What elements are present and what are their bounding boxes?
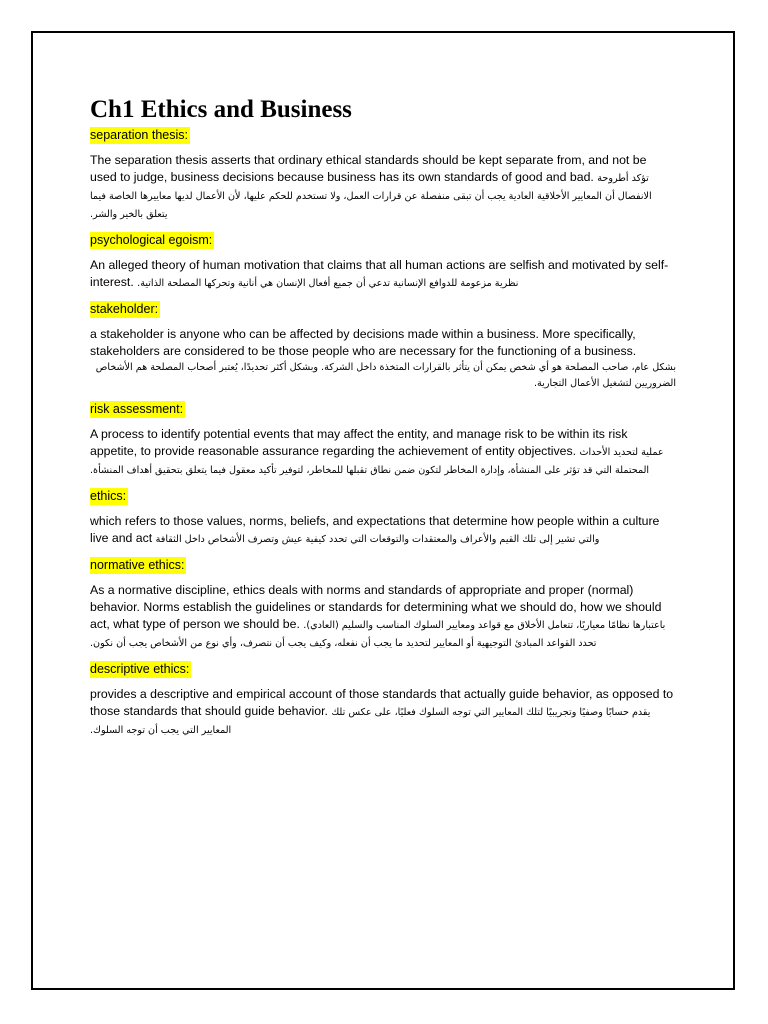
definition [90, 257, 676, 292]
definition [90, 513, 676, 548]
definition [90, 152, 676, 223]
definition-ar: باعتبارها نظامًا معياريًا، تتعامل الأخلاق مع قواعد ومعايير السلوك المناسب والسليم (العادي). تحدد القواعد المبادئ التوجيهية أو المعايير لتحديد ما يجب أن نفعله، وكيف يجب أن نتصرف، وأي نوع من الأشخاص يجب أن نكون. [90, 620, 666, 649]
term-heading: descriptive ethics: [90, 662, 190, 676]
definition-en: provides a descriptive and empirical account of those standards that actually guide behavior, as opposed to those standards that should guide behavior. [90, 687, 674, 718]
term-heading: separation thesis: [90, 128, 188, 142]
section-descriptive-ethics [90, 660, 676, 739]
term-heading: psychological egoism: [90, 233, 213, 247]
definition-en: An alleged theory of human motivation that claims that all human actions are selfish and motivated by self-interest. [90, 258, 669, 289]
section-stakeholder [90, 300, 676, 392]
definition-ar: تؤكد أطروحة الانفصال أن المعايير الأخلاقية العادية يجب أن تبقى منفصلة عن قرارات العمل، ولا تستخدم للحكم عليها، لأن الأعمال لديها معاييرها الخاصة فيما يتعلق بالخير والشر. [90, 173, 652, 220]
definition-en: which refers to those values, norms, beliefs, and expectations that determine how people within a culture live and act [90, 514, 660, 545]
document-body [90, 96, 676, 747]
definition-ar: نظرية مزعومة للدوافع الإنسانية تدعي أن جميع أفعال الإنسان هي أنانية وتحركها المصلحة الذاتية. [137, 278, 519, 289]
definition [90, 326, 676, 392]
term-heading: risk assessment: [90, 402, 184, 416]
definition-en: The separation thesis asserts that ordinary ethical standards should be kept separate from, and not be used to judge, business decisions because business has its own standards of good and bad. [90, 153, 647, 184]
definition-ar: عملية لتحديد الأحداث المحتملة التي قد تؤثر على المنشأة، وإدارة المخاطر لتكون ضمن نطاق تقبلها للمخاطر، لتوفير تأكيد معقول فيما يتعلق بتحقيق أهداف المنشأة. [90, 447, 664, 476]
definition-ar: يقدم حسابًا وصفيًا وتجريبيًا لتلك المعايير التي توجه السلوك فعليًا، على عكس تلك المعايير التي يجب أن توجه السلوك. [90, 707, 651, 736]
definition [90, 582, 676, 652]
section-risk-assessment [90, 400, 676, 479]
section-separation-thesis [90, 126, 676, 223]
definition-ar: والتي تشير إلى تلك القيم والأعراف والمعتقدات والتوقعات التي تحدد كيفية عيش وتصرف الأشخاص داخل الثقافة [155, 534, 600, 545]
definition [90, 426, 676, 479]
section-ethics [90, 487, 676, 548]
definition-en: a stakeholder is anyone who can be affected by decisions made within a business. More specifically, stakeholders are considered to be those people who are necessary for the functioning of a business. [90, 327, 637, 358]
definition [90, 686, 676, 739]
definition-en: A process to identify potential events that may affect the entity, and manage risk to be within its risk appetite, to provide reasonable assurance regarding the achievement of entity objectives. [90, 427, 628, 458]
section-normative-ethics [90, 556, 676, 652]
section-psychological-egoism [90, 231, 676, 292]
term-heading: ethics: [90, 489, 127, 503]
term-heading: stakeholder: [90, 302, 159, 316]
page-title: Ch1 Ethics and Business [90, 96, 352, 123]
term-heading: normative ethics: [90, 558, 185, 572]
definition-en: As a normative discipline, ethics deals with norms and standards of appropriate and proper (normal) behavior. Norms establish the guidelines or standards for determining what we should do, how we should act, what type of person we should be. [90, 583, 662, 631]
definition-ar: بشكل عام، صاحب المصلحة هو أي شخص يمكن أن يتأثر بالقرارات المتخذة داخل الشركة. وبشكل أكثر تحديدًا، يُعتبر أصحاب المصلحة هم الأشخاص الضروريين لتشغيل الأعمال التجارية. [95, 362, 676, 389]
